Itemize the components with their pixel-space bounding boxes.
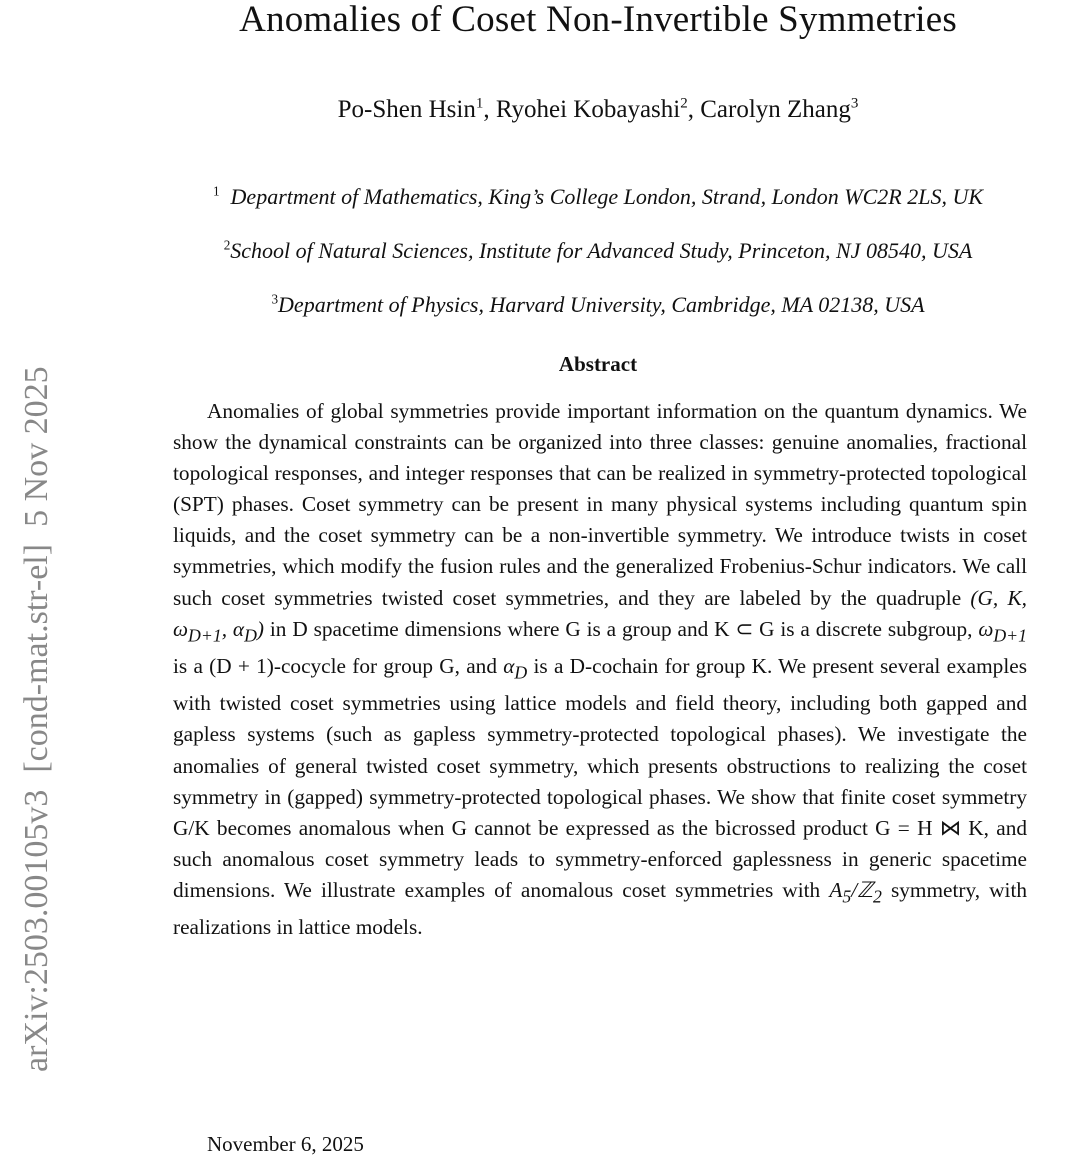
math-a5-z2 xyxy=(829,877,882,907)
paper-date: November 6, 2025 xyxy=(207,1132,364,1156)
affiliation-mark: 2 xyxy=(223,237,231,253)
math-subscript: D xyxy=(514,662,528,683)
math-text: ω xyxy=(978,616,994,641)
author-mark: 3 xyxy=(850,95,859,112)
affiliation-text: School of Natural Sciences, Institute for Advanced Study, Princeton, NJ 08540, USA xyxy=(230,238,973,263)
author-list: Po-Shen Hsin$^1$, Ryohei Kobayashi$^2$, Carolyn Zhang$^3$ xyxy=(337,95,859,123)
math-subscript: D+1 xyxy=(188,624,222,645)
author-name: Carolyn Zhang xyxy=(700,96,851,123)
abstract-text: in D spacetime dimensions where G is a group and K ⊂ G is a discrete subgroup, xyxy=(269,616,973,641)
arxiv-identifier-stamp: arXiv:2503.00105v3 [cond-mat.str-el] 5 Nov 2025 xyxy=(18,366,55,1072)
abstract-text: is a D-cochain for group K. We present several examples with twisted coset symmetries using lattice models and field theory, including both gapped and gapless systems (such as gapless symmetry-protected topological phases). We investigate the anomalies of general twisted coset symmetry, which presents obstructions to realizing the coset symmetry in (gapped) symmetry-protected topological phases. We show that finite coset symmetry G/K becomes anomalous when G cannot be expressed as the bicrossed product G = H ⋈ K, and such anomalous coset symmetry leads to symmetry-enforced gaplessness in generic spacetime dimensions. We illustrate examples of anomalous coset symmetries with xyxy=(173,654,1027,902)
math-text: α xyxy=(503,654,515,678)
math-subscript: D+1 xyxy=(993,624,1028,645)
math-subscript: 2 xyxy=(872,886,882,907)
math-alpha xyxy=(503,654,528,683)
math-omega xyxy=(978,616,1028,645)
author-name: Po-Shen Hsin xyxy=(337,96,476,123)
paper-title: Anomalies of Coset Non-Invertible Symmetries xyxy=(239,0,957,40)
math-subscript: 5 xyxy=(842,886,852,907)
author-mark: 2 xyxy=(680,95,688,112)
affiliation-text: Department of Physics, Harvard University, Cambridge, MA 02138, USA xyxy=(278,292,925,317)
math-text: A xyxy=(829,877,843,902)
author-name: Ryohei Kobayashi xyxy=(495,96,681,123)
abstract-text: is a (D + 1)-cocycle for group G, and xyxy=(173,654,497,678)
affiliation-mark: 1 xyxy=(212,183,220,199)
abstract-paragraph xyxy=(173,396,1027,943)
abstract-body xyxy=(173,396,1027,943)
affiliation xyxy=(0,292,1070,318)
affiliation xyxy=(0,238,1070,264)
abstract-text: Anomalies of global symmetries provide important information on the quantum dynamics. We show the dynamical constraints can be organized into three classes: genuine anomalies, fractional topological responses, and integer responses that can be realized in symmetry-protected topological (SPT) phases. Coset symmetry can be present in many physical systems including quantum spin liquids, and the coset symmetry can be a non-invertible symmetry. We introduce twists in coset symmetries, which modify the fusion rules and the generalized Frobenius-Schur indicators. We call such coset symmetries twisted coset symmetries, and they are labeled by the quadruple xyxy=(173,399,1027,610)
affiliation-mark: 3 xyxy=(271,291,279,307)
author-mark: 1 xyxy=(475,95,484,112)
math-text: , α xyxy=(221,616,245,641)
abstract-text: symmetry, with realizations in lattice models. xyxy=(173,877,1028,940)
math-text: ) xyxy=(256,616,265,641)
math-subscript: D xyxy=(244,624,257,645)
abstract-heading: Abstract xyxy=(558,352,638,376)
math-text: (G, K, ω xyxy=(173,585,1027,641)
affiliation xyxy=(0,184,1070,210)
math-text: /ℤ xyxy=(851,877,873,902)
affiliation-text: Department of Mathematics, King’s College London, Strand, London WC2R 2LS, UK xyxy=(230,184,984,209)
